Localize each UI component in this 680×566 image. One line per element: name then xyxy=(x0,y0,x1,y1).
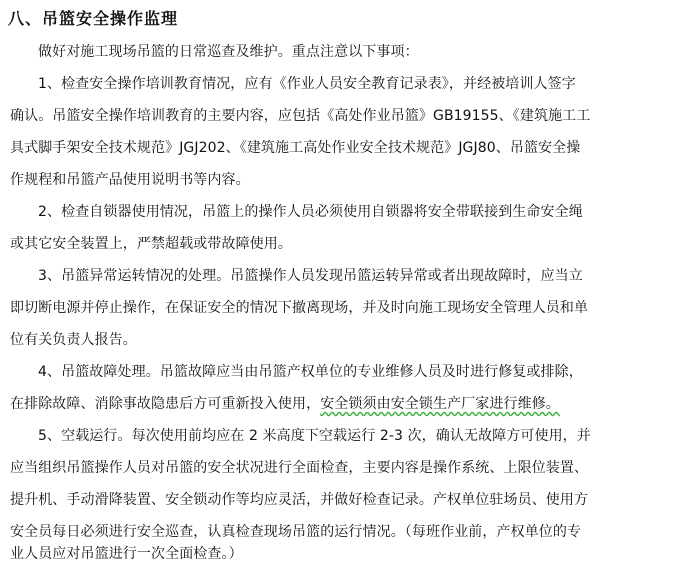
paragraph-5-line-5: 业人员应对吊篮进行一次全面检查。） xyxy=(10,546,243,562)
paragraph-1-line-3: 具式脚手架安全技术规范》JGJ202、《建筑施工高处作业安全技术规范》JGJ80、吊篮安全操 xyxy=(10,140,581,156)
paragraph-3-line-3: 位有关负责人报告。 xyxy=(10,332,137,348)
paragraph-2-line-1: 2、检查自锁器使用情况，吊篮上的操作人员必须使用自锁器将安全带联接到生命安全绳 xyxy=(38,204,583,220)
paragraph-2-line-2: 或其它安全装置上，严禁超载或带故障使用。 xyxy=(10,236,292,252)
section-heading: 八、吊篮安全操作监理 xyxy=(8,9,179,28)
paragraph-1-line-1: 1、检查安全操作培训教育情况，应有《作业人员安全教育记录表》，并经被培训人签字 xyxy=(38,76,576,92)
paragraph-intro: 做好对施工现场吊篮的日常巡查及维护。重点注意以下事项： xyxy=(38,44,419,60)
paragraph-4-line-2-text: 在排除故障、消除事故隐患后方可重新投入使用， xyxy=(10,396,321,412)
paragraph-5-line-4: 安全员每日必须进行安全巡查，认真检查现场吊篮的运行情况。（每班作业前，产权单位的专 xyxy=(10,524,582,540)
paragraph-4-line-1: 4、吊篮故障处理。吊篮故障应当由吊篮产权单位的专业维修人员及时进行修复或排除， xyxy=(38,364,583,380)
paragraph-5-line-2: 应当组织吊篮操作人员对吊篮的安全状况进行全面检查，主要内容是操作系统、上限位装置、 xyxy=(10,460,589,476)
paragraph-3-line-2: 即切断电源并停止操作，在保证安全的情况下撤离现场，并及时向施工现场安全管理人员和单 xyxy=(10,300,589,316)
paragraph-1-line-2: 确认。吊篮安全操作培训教育的主要内容，应包括《高处作业吊篮》GB19155、《建筑施工工 xyxy=(10,108,591,124)
paragraph-3-line-1: 3、吊篮异常运转情况的处理。吊篮操作人员发现吊篮运转异常或者出现故障时，应当立 xyxy=(38,268,583,284)
paragraph-4-line-2 xyxy=(10,392,560,416)
paragraph-4-line-2-underlined-text: 安全锁须由安全锁生产厂家进行维修。 xyxy=(320,396,560,412)
paragraph-5-line-1: 5、空载运行。每次使用前均应在 2 米高度下空载运行 2-3 次，确认无故障方可使用，并 xyxy=(38,428,591,444)
paragraph-5-line-3: 提升机、手动滑降装置、安全锁动作等均应灵活，并做好检查记录。产权单位驻场员、使用方 xyxy=(10,492,589,508)
paragraph-1-line-4: 作规程和吊篮产品使用说明书等内容。 xyxy=(10,172,250,188)
